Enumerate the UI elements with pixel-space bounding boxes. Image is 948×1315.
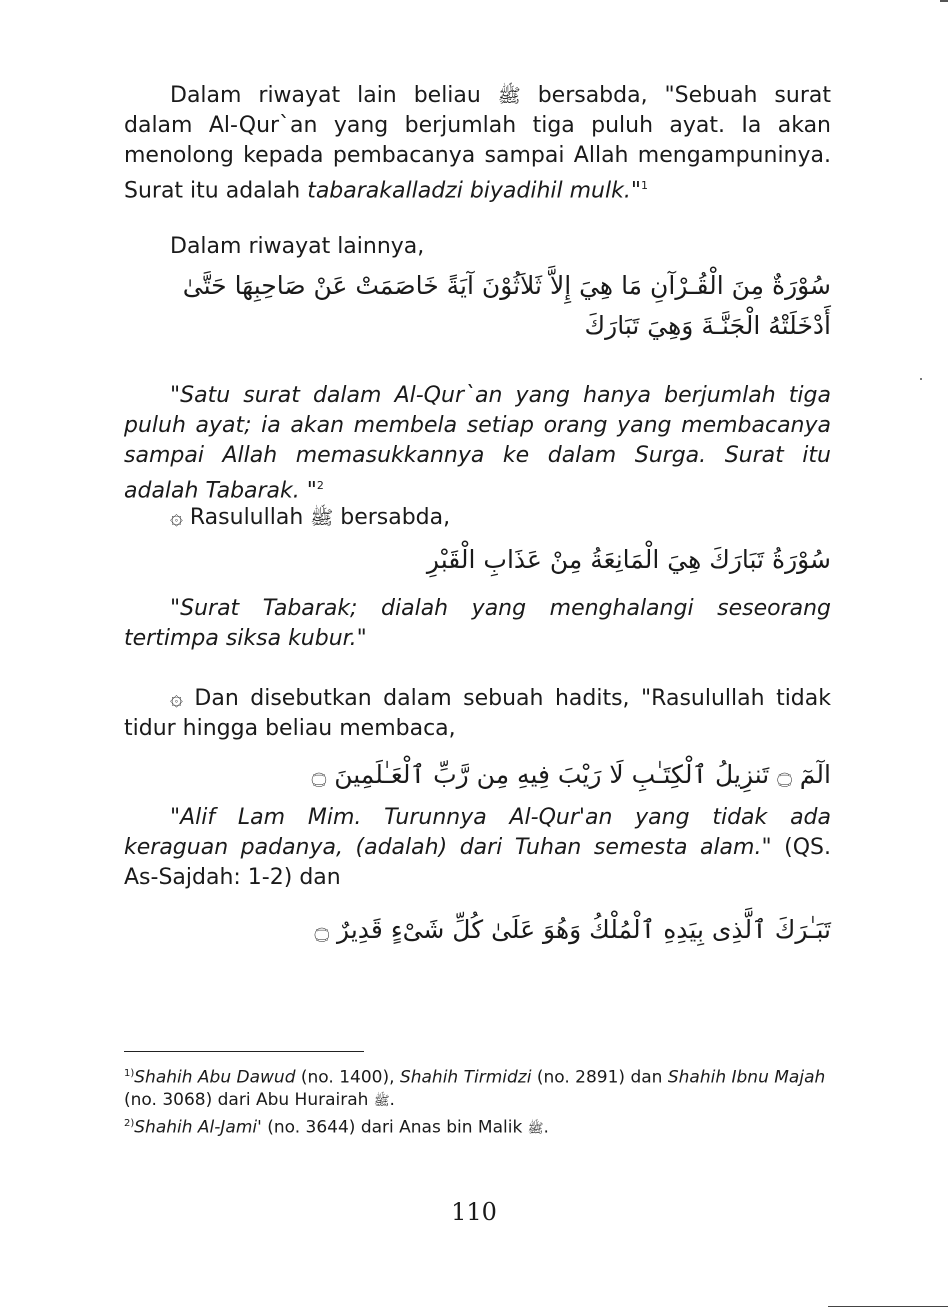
paragraph-1 — [124, 81, 831, 206]
footnote-mark: 2) — [124, 1118, 135, 1129]
p7-text: (QS. As-Sajdah: 1-2) dan — [124, 835, 831, 890]
footnote-mark: 1) — [124, 1068, 135, 1079]
page-number: 110 — [451, 1198, 497, 1226]
p6-text: Dan disebutkan dalam sebuah hadits, "Rasulullah tidak tidur hingga beliau membaca, — [124, 686, 831, 741]
scan-edge-mark — [940, 0, 948, 2]
honorific-symbol: ﷺ — [497, 85, 521, 107]
footnote-source: Shahih Abu Dawud — [134, 1067, 296, 1088]
p7-italic: "Alif Lam Mim. Turunnya Al-Qur'an yang tidak ada keraguan padanya, (adalah) dari Tuhan semesta alam." — [124, 805, 831, 860]
footnote-2: $^{2)}$Shahih Al-Jami' (no. 3644) dari Anas bin Malik ﷺ. — [124, 1117, 549, 1138]
footnote-source: Shahih Tirmidzi — [399, 1067, 532, 1088]
paragraph-3 — [124, 381, 831, 506]
footnote-ref-1: 1 — [640, 179, 648, 192]
paragraph-5 — [124, 594, 831, 654]
ornament-bullet: ۞ — [170, 686, 183, 711]
arabic-hadith-2: سُوْرَةُ تَبَارَكَ هِيَ الْمَانِعَةُ مِنْ عَذَابِ الْقَبْرِ — [426, 545, 831, 574]
arabic-hadith-1: سُوْرَةٌ مِنَ الْقُـرْآنِ مَا هِيَ إِلاَّ ثَلاَثُوْنَ آيَةً خَاصَمَتْ عَنْ صَاحِبِهَا حَتَّىٰ أَدْخَلَتْهُ الْجَنَّـةَ وَهِيَ تَبَارَكَ — [182, 271, 831, 340]
paragraph-6 — [124, 684, 831, 744]
honorific-symbol: ﷺ — [310, 507, 334, 529]
paragraph-4 — [124, 503, 831, 533]
paragraph-2 — [124, 232, 831, 262]
p5-italic: "Surat Tabarak; dialah yang menghalangi seseorang tertimpa siksa kubur." — [124, 596, 831, 651]
scan-speck — [920, 378, 922, 380]
scan-bottom-edge — [828, 1306, 948, 1307]
footnote-1: $^{1)}$Shahih Abu Dawud (no. 1400), Shahih Tirmidzi (no. 2891) dan Shahih Ibnu Majah (no. 3068) dari Abu Hurairah ﷺ. — [124, 1067, 826, 1110]
paragraph-7 — [124, 803, 831, 893]
arabic-verse-al-mulk: تَبَـٰرَكَ ٱلَّذِى بِيَدِهِ ٱلْمُلْكُ وَهُوَ عَلَىٰ كُلِّ شَىْءٍ قَدِيرٌ ۝ — [314, 915, 831, 944]
footnote-source: Shahih Al-Jami' — [134, 1117, 262, 1138]
p1-italic: tabarakalladzi biyadihil mulk. — [307, 178, 631, 204]
footnote-divider — [124, 1051, 364, 1052]
ornament-bullet: ۞ — [170, 505, 183, 530]
p4-text-b: bersabda, — [333, 505, 451, 530]
honorific-symbol: ﷺ — [373, 1093, 390, 1109]
p4-text-a: Rasulullah — [182, 505, 311, 530]
footnote-source: Shahih Ibnu Majah — [667, 1067, 826, 1088]
p1-text-b: bersabda, "Sebuah surat dalam Al-Qur`an yang berjumlah tiga puluh ayat. Ia akan menolong kepada pembacanya sampai Allah mengampuninya. Surat itu adalah — [124, 83, 831, 204]
p1-text-a: Dalam riwayat lain beliau — [170, 83, 498, 108]
p3-italic: "Satu surat dalam Al-Qur`an yang hanya berjumlah tiga puluh ayat; ia akan membela setiap orang yang membacanya sampai Allah memasukkannya ke dalam Surga. Surat itu adalah Tabarak. " — [124, 383, 831, 504]
arabic-verse-as-sajdah: الٓمٓ ۝ تَنزِيلُ ٱلْكِتَـٰبِ لَا رَيْبَ فِيهِ مِن رَّبِّ ٱلْعَـٰلَمِينَ ۝ — [311, 760, 831, 789]
p1-close-quote: " — [630, 178, 641, 204]
footnote-ref-2: 2 — [316, 479, 324, 492]
honorific-symbol: ﷺ — [527, 1121, 544, 1137]
p2-text: Dalam riwayat lainnya, — [170, 234, 425, 259]
